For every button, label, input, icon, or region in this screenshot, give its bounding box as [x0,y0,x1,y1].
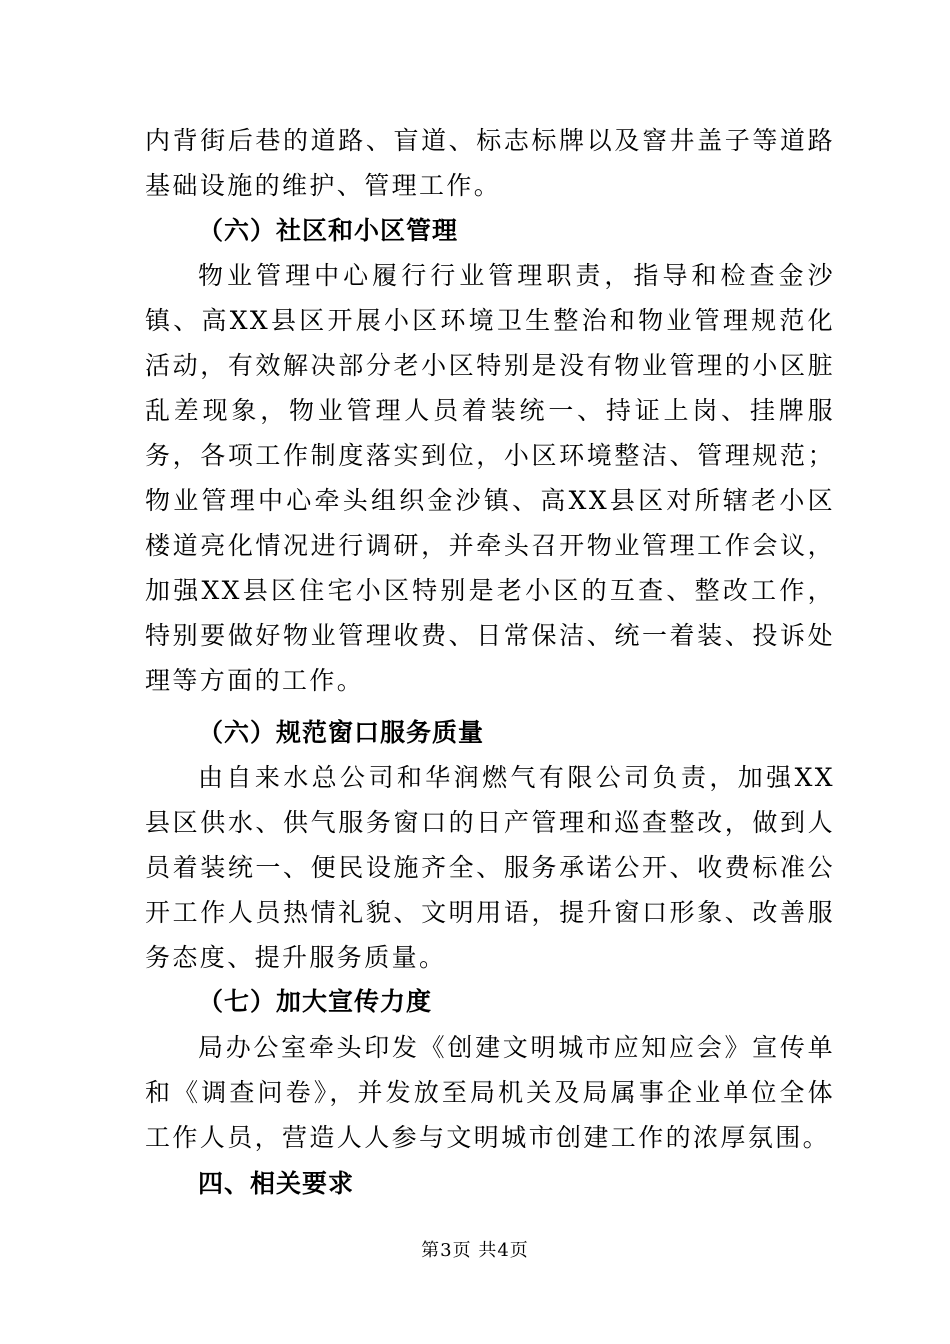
heading-requirements: 四、相关要求 [198,1169,355,1198]
page-number-footer: 第3页 共4页 [421,1240,529,1261]
paragraph-publicity: 局办公室牵头印发《创建文明城市应知应会》宣传单和《调查问卷》，并发放至局机关及局属事企业单位全体工作人员，营造人人参与文明城市创建工作的浓厚氛围。 [145,1033,835,1152]
paragraph-road-facilities: 内背街后巷的道路、盲道、标志标牌以及窨井盖子等道路基础设施的维护、管理工作。 [145,126,835,200]
paragraph-window-service: 由自来水总公司和华润燃气有限公司负责，加强XX县区供水、供气服务窗口的日产管理和巡查整改，做到人员着装统一、便民设施齐全、服务承诺公开、收费标准公开工作人员热情礼貌、文明用语，提升窗口形象、改善服务态度、提升服务质量。 [145,763,835,972]
heading-window-service: （六）规范窗口服务质量 [198,718,485,747]
heading-publicity: （七）加大宣传力度 [198,987,433,1016]
heading-community-management: （六）社区和小区管理 [198,216,459,245]
paragraph-community-management: 物业管理中心履行行业管理职责，指导和检查金沙镇、高XX县区开展小区环境卫生整治和物业管理规范化活动，有效解决部分老小区特别是没有物业管理的小区脏乱差现象，物业管理人员着装统一、持证上岗、挂牌服务，各项工作制度落实到位，小区环境整洁、管理规范；物业管理中心牵头组织金沙镇、高XX县区对所辖老小区楼道亮化情况进行调研，并牵头召开物业管理工作会议，加强XX县区住宅小区特别是老小区的互查、整改工作，特别要做好物业管理收费、日常保洁、统一着装、投诉处理等方面的工作。 [145,261,835,695]
